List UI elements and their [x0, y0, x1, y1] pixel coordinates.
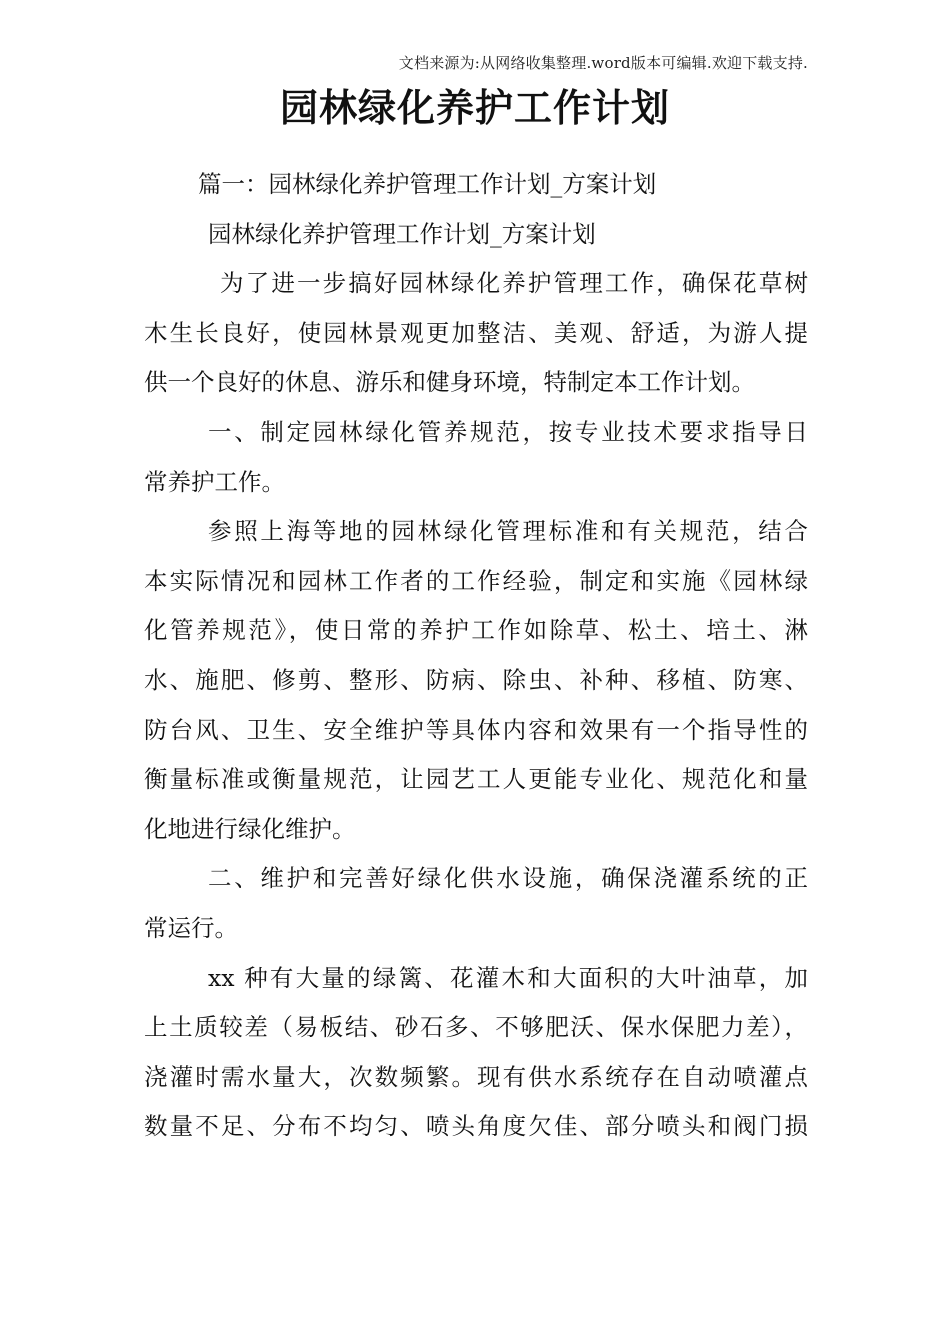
paragraph-line: 数量不足、分布不均匀、喷头角度欠佳、部分喷头和阀门损 — [144, 1112, 808, 1141]
paragraph-line: 参照上海等地的园林绿化管理标准和有关规范，结合 — [208, 517, 808, 546]
paragraph-line: 为了进一步搞好园林绿化养护管理工作，确保花草树 — [220, 269, 808, 298]
paragraph-line: 水、施肥、修剪、整形、防病、除虫、补种、移植、防寒、 — [144, 665, 808, 694]
section-heading-line: 篇一：园林绿化养护管理工作计划_方案计划 — [198, 170, 657, 198]
paragraph-line: xx 种有大量的绿篱、花灌木和大面积的大叶油草，加 — [208, 963, 808, 992]
paragraph-line: 化管养规范》，使日常的养护工作如除草、松土、培土、淋 — [144, 616, 808, 645]
paragraph-line: 一、制定园林绿化管养规范，按专业技术要求指导日 — [208, 417, 808, 446]
paragraph-line: 本实际情况和园林工作者的工作经验，制定和实施《园林绿 — [144, 566, 808, 595]
paragraph-line: 上土质较差（易板结、砂石多、不够肥沃、保水保肥力差）， — [144, 1013, 808, 1042]
paragraph-line: 防台风、卫生、安全维护等具体内容和效果有一个指导性的 — [144, 715, 808, 744]
subtitle-line: 园林绿化养护管理工作计划_方案计划 — [208, 219, 596, 248]
paragraph-line: 木生长良好，使园林景观更加整洁、美观、舒适，为游人提 — [144, 318, 808, 347]
paragraph-line: 浇灌时需水量大，次数频繁。现有供水系统存在自动喷灌点 — [144, 1062, 808, 1091]
paragraph-line: 常养护工作。 — [144, 467, 285, 496]
paragraph-line: 常运行。 — [144, 913, 238, 942]
source-note: 文档来源为:从网络收集整理.word版本可编辑.欢迎下载支持. — [398, 54, 808, 72]
document-title: 园林绿化养护工作计划 — [279, 86, 670, 130]
paragraph-line: 二、维护和完善好绿化供水设施，确保浇灌系统的正 — [208, 864, 808, 893]
paragraph-line: 衡量标准或衡量规范，让园艺工人更能专业化、规范化和量 — [144, 765, 808, 794]
document-body — [144, 160, 808, 1152]
paragraph-line: 化地进行绿化维护。 — [144, 814, 356, 843]
paragraph-line: 供一个良好的休息、游乐和健身环境，特制定本工作计划。 — [144, 368, 755, 397]
